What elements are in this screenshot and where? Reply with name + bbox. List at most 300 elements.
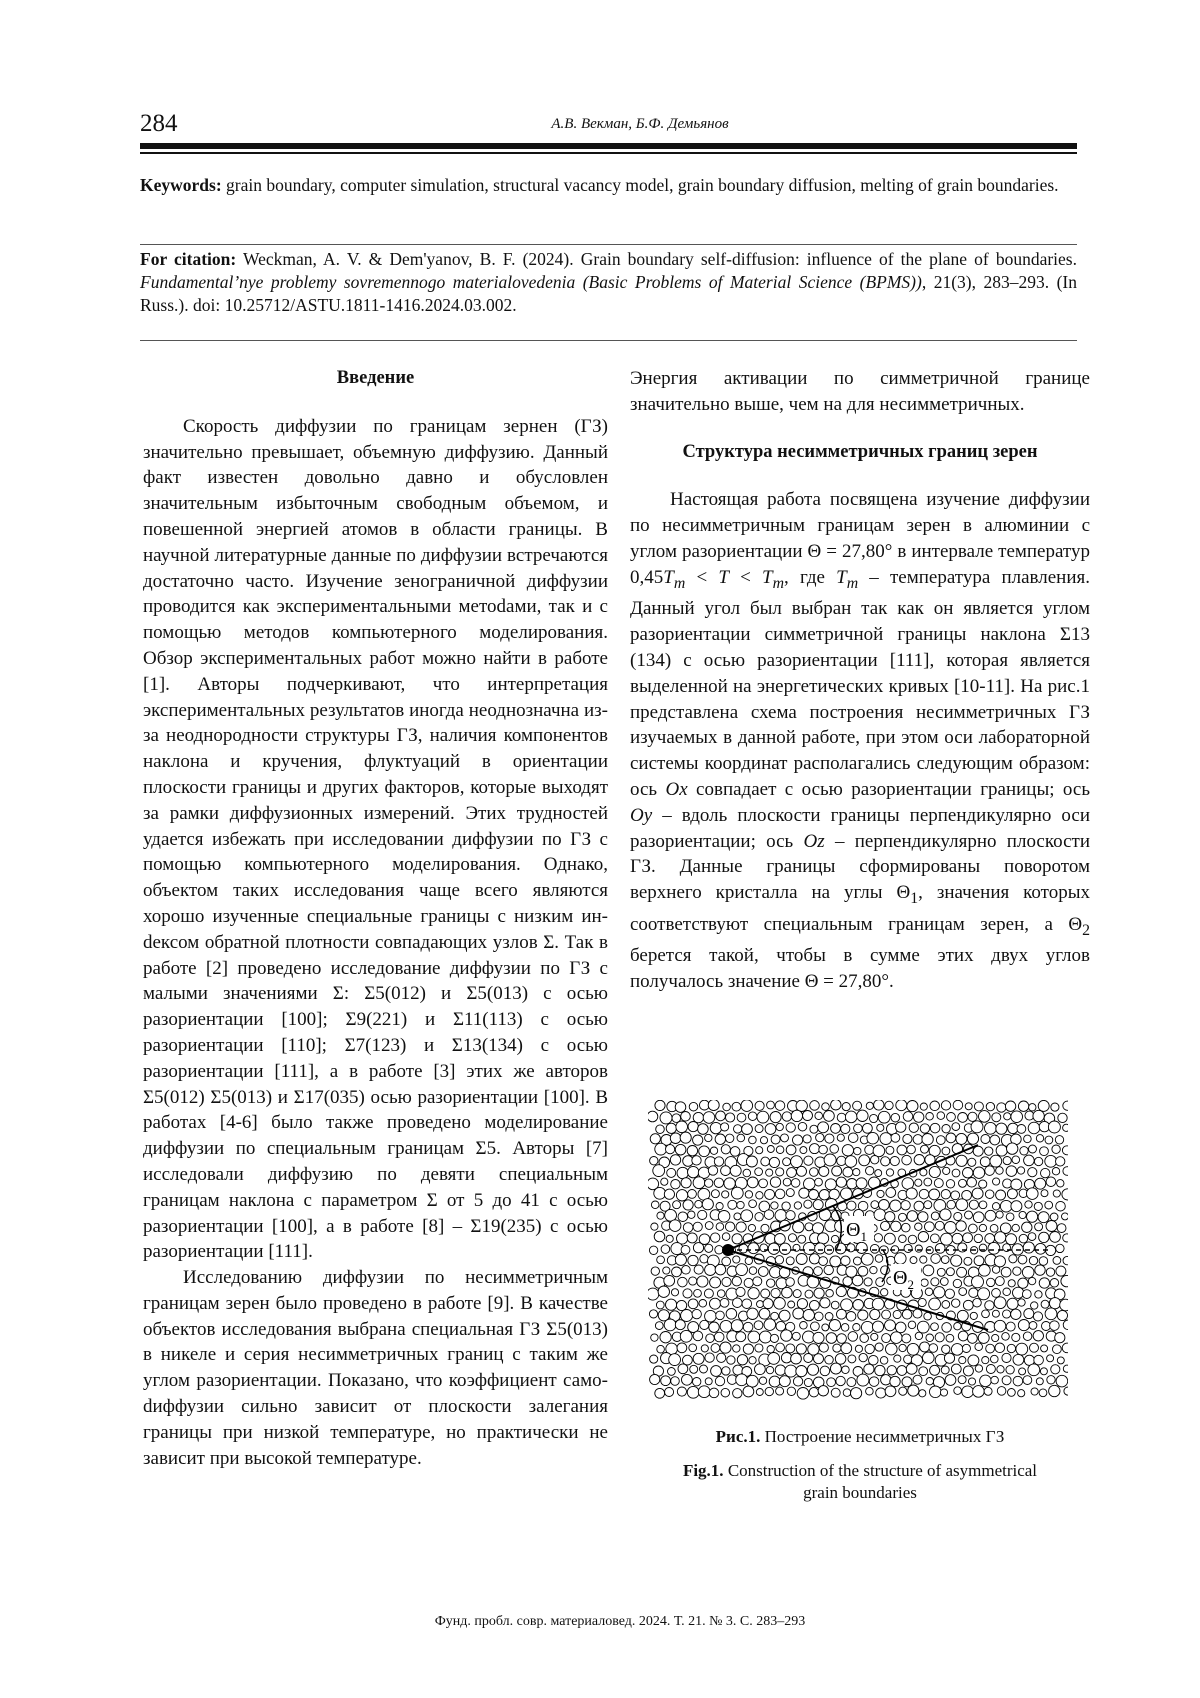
atom xyxy=(931,1254,941,1264)
atom xyxy=(830,1256,841,1267)
atom xyxy=(783,1158,791,1166)
atom xyxy=(947,1113,956,1122)
atom xyxy=(1047,1355,1054,1362)
atom xyxy=(655,1322,663,1330)
atom xyxy=(926,1113,934,1121)
rotation-origin xyxy=(722,1244,734,1256)
atom xyxy=(902,1223,911,1232)
atom xyxy=(832,1166,842,1176)
atom xyxy=(882,1310,891,1319)
atom xyxy=(743,1322,753,1332)
atom xyxy=(716,1203,723,1210)
atom xyxy=(746,1375,758,1387)
atom xyxy=(746,1156,757,1167)
atom xyxy=(816,1133,824,1141)
atom xyxy=(864,1278,872,1286)
atom xyxy=(921,1145,929,1153)
atom xyxy=(648,1111,658,1122)
atom xyxy=(705,1222,713,1230)
atom xyxy=(904,1355,912,1363)
atom xyxy=(705,1244,713,1252)
atom xyxy=(650,1374,660,1384)
atom xyxy=(825,1356,834,1365)
atom xyxy=(824,1154,836,1166)
atom xyxy=(688,1166,699,1177)
atom xyxy=(901,1201,910,1210)
atom xyxy=(716,1223,724,1231)
atom xyxy=(717,1353,726,1362)
atom xyxy=(881,1375,891,1385)
atom xyxy=(987,1278,995,1286)
atom xyxy=(970,1312,977,1319)
atom xyxy=(958,1331,968,1341)
atom xyxy=(985,1301,994,1310)
atom xyxy=(654,1231,665,1242)
atom xyxy=(1011,1201,1022,1212)
atom xyxy=(708,1166,717,1175)
atom xyxy=(688,1299,698,1309)
atom xyxy=(880,1357,888,1365)
atom xyxy=(1029,1256,1037,1264)
atom xyxy=(1018,1299,1025,1306)
atom xyxy=(992,1203,999,1210)
atom xyxy=(709,1388,719,1398)
atom xyxy=(813,1332,824,1343)
atom xyxy=(755,1213,763,1221)
atom xyxy=(969,1288,978,1297)
atom xyxy=(702,1199,713,1210)
atom xyxy=(946,1133,956,1143)
atom xyxy=(1013,1287,1024,1298)
atom xyxy=(819,1166,829,1176)
atom xyxy=(683,1289,692,1298)
atom xyxy=(1030,1343,1039,1352)
atom xyxy=(940,1209,951,1220)
paragraph xyxy=(630,487,1090,995)
atom xyxy=(923,1265,934,1276)
atom xyxy=(734,1213,741,1220)
atom xyxy=(766,1169,773,1176)
atom xyxy=(1017,1167,1024,1174)
atom xyxy=(1004,1113,1011,1120)
atom xyxy=(657,1212,664,1219)
atom xyxy=(793,1377,802,1386)
atom xyxy=(810,1168,819,1177)
atom xyxy=(956,1199,968,1211)
atom xyxy=(736,1264,748,1276)
atom xyxy=(843,1277,852,1286)
atom xyxy=(710,1147,717,1154)
atom xyxy=(880,1133,892,1145)
atom xyxy=(756,1192,763,1199)
atom xyxy=(775,1365,785,1375)
atom xyxy=(1028,1122,1040,1134)
atom xyxy=(767,1346,774,1353)
atom xyxy=(843,1167,853,1177)
atom xyxy=(904,1244,912,1252)
atom xyxy=(1034,1355,1044,1365)
section-heading-structure: Структура несимметричных границ зерен xyxy=(682,441,1038,462)
atom xyxy=(1046,1268,1054,1276)
atom xyxy=(924,1178,932,1186)
atom xyxy=(954,1323,961,1330)
atom xyxy=(918,1212,928,1222)
atom xyxy=(968,1112,977,1121)
atom xyxy=(1018,1101,1028,1111)
atom xyxy=(820,1298,830,1308)
atom xyxy=(698,1210,707,1219)
atom xyxy=(982,1357,989,1364)
atom xyxy=(869,1377,879,1387)
atom xyxy=(651,1334,658,1341)
atom xyxy=(671,1289,678,1296)
atom xyxy=(688,1211,695,1218)
atom xyxy=(770,1177,780,1187)
atom xyxy=(920,1256,927,1263)
atom xyxy=(714,1157,723,1166)
atom xyxy=(1057,1357,1064,1364)
text-run: < xyxy=(728,566,763,588)
atom xyxy=(952,1169,960,1177)
atom xyxy=(896,1122,906,1132)
atom xyxy=(992,1334,999,1341)
atom xyxy=(812,1223,823,1234)
atom xyxy=(693,1112,703,1122)
atom xyxy=(1039,1389,1047,1397)
citation-text-end: , 21(3), 283–293. (In Russ.). doi: 10.25712/ASTU.1811-1416.2024.03.002. xyxy=(140,272,1077,315)
atom xyxy=(786,1211,795,1220)
atom xyxy=(958,1113,968,1123)
atom xyxy=(680,1330,692,1342)
atom xyxy=(985,1234,995,1244)
atom xyxy=(650,1355,658,1363)
atom xyxy=(693,1378,701,1386)
atom xyxy=(653,1165,665,1177)
atom xyxy=(692,1156,701,1165)
atom xyxy=(711,1366,722,1377)
header-rule-thin xyxy=(140,152,1077,154)
atom xyxy=(650,1134,660,1144)
atom xyxy=(994,1297,1006,1309)
atom xyxy=(972,1188,983,1199)
atom xyxy=(996,1123,1007,1134)
atom xyxy=(788,1234,796,1242)
atom xyxy=(902,1310,912,1320)
atom xyxy=(986,1102,994,1110)
atom xyxy=(942,1125,950,1133)
atom xyxy=(986,1344,995,1353)
atom xyxy=(741,1210,753,1222)
atom xyxy=(836,1286,846,1296)
atom xyxy=(915,1223,922,1230)
atom xyxy=(903,1112,913,1122)
atom xyxy=(1045,1308,1057,1320)
atom xyxy=(1028,1364,1040,1376)
header-rule-thick xyxy=(140,143,1077,149)
atom xyxy=(1023,1242,1034,1253)
atom xyxy=(1001,1267,1011,1277)
atom xyxy=(959,1357,966,1364)
atom xyxy=(824,1111,835,1122)
atom xyxy=(1011,1309,1021,1319)
atom xyxy=(1056,1157,1065,1166)
atom xyxy=(742,1299,752,1309)
atom xyxy=(841,1324,849,1332)
atom xyxy=(688,1255,698,1265)
atom xyxy=(1007,1189,1017,1199)
atom xyxy=(742,1124,753,1135)
atom xyxy=(763,1299,773,1309)
atom xyxy=(846,1312,856,1322)
atom xyxy=(1041,1190,1048,1197)
atom xyxy=(945,1222,957,1234)
atom xyxy=(671,1180,680,1189)
paragraph: Скорость диффузии по границам зернен (ГЗ) значительно превышает, объемную диффузию. Данный факт известен довольно давно и обусловлен значительным избыточным свободным объемом, и повешенной энергией атомов в области границы. В научной литературные данные по диффузии встречаются достаточно часто. Изучение зенограничной диффузии проводится как экспериментальными метоdами, так и с помощью методов компьютерного моделирования. Обзор экспериментальных работ можно найти в работе [1]. Авторы подчеркивают, что интерпретация экспериментальных результатов иногда неоднозначна из-за неоднородности структуры ГЗ, наличия компонентов наклона и кручения, флуктуаций в ориентации плоскости границы и других факторов, которые выходят за рамки диффузионных измерений. Этих трудностей удается избежать при исследовании диффузии по ГЗ с помощью компьютерного моделирования. Однако, объектом таких исследования чаще всего являются хорошо изученные специальные границы с низким инdексом обратной плотности совпадающих узлов Σ. Так в работе [2] проведено исследование диффузии по ГЗ с малыми значениями Σ: Σ5(012) и Σ5(013) с осью разориентации [100]; Σ9(221) и Σ11(113) с осью разориентации [110]; Σ7(123) и Σ13(134) с осью разориентации [111], а в работе [3] этих же авторов Σ5(012) Σ5(013) и Σ17(035) осью разориентации [100]. В работах [4-6] было также проведено моделирование диффузии по специальным границам Σ5. Авторы [7] исследовали диффузию по девяти специальным границам наклона с параметром Σ от 5 до 41 с осью разориентации [100], а в работе [8] – Σ19(235) с осью разориентации [111]. xyxy=(143,415,608,1263)
atom xyxy=(1045,1155,1057,1167)
atom xyxy=(980,1157,990,1167)
atom xyxy=(931,1234,940,1243)
atom xyxy=(651,1223,658,1230)
atom xyxy=(969,1200,978,1209)
atom xyxy=(755,1168,763,1176)
atom xyxy=(907,1211,918,1222)
atom xyxy=(942,1147,950,1155)
atom xyxy=(1036,1135,1043,1142)
atom xyxy=(940,1278,948,1286)
atom xyxy=(985,1210,996,1221)
atom xyxy=(1063,1101,1068,1110)
atom xyxy=(825,1179,836,1190)
atom xyxy=(693,1353,704,1364)
atom xyxy=(689,1344,697,1352)
atom xyxy=(890,1376,900,1386)
atom xyxy=(1049,1385,1060,1396)
atom xyxy=(1035,1223,1043,1231)
atom xyxy=(786,1189,794,1197)
atom xyxy=(881,1221,890,1230)
atom xyxy=(793,1308,804,1319)
atom xyxy=(1057,1310,1067,1320)
atom xyxy=(835,1354,846,1365)
atom xyxy=(990,1155,1002,1167)
atom xyxy=(722,1233,730,1241)
atom xyxy=(1063,1365,1068,1372)
atom xyxy=(783,1178,791,1186)
atom xyxy=(793,1290,801,1298)
atom xyxy=(931,1278,939,1286)
atom xyxy=(1056,1266,1066,1276)
atom xyxy=(1013,1354,1024,1365)
paragraph: Исследованию диффузии по несимметричным границам зерен было проведено в работе [9]. В качестве объектов исследования выбрана специальная ГЗ Σ5(013) в никеле и серия несимметричных границ с таким же углом разориентации. Показано, что коэффициент самоdиффузии сильно зависит от плоскости залегания границы при низкой температуре, но практически не зависит при высокой температуре. xyxy=(143,1267,608,1469)
atom xyxy=(761,1289,770,1298)
atom xyxy=(769,1376,780,1387)
atom xyxy=(1022,1222,1032,1232)
atom xyxy=(676,1121,688,1133)
atom xyxy=(997,1366,1004,1373)
atom xyxy=(921,1279,928,1286)
atom xyxy=(1029,1145,1037,1153)
atom xyxy=(758,1267,768,1277)
atom xyxy=(853,1101,862,1110)
atom xyxy=(711,1233,720,1242)
atom xyxy=(965,1103,972,1110)
atom xyxy=(964,1257,972,1265)
atom xyxy=(922,1134,933,1145)
atom xyxy=(766,1366,773,1373)
atom xyxy=(941,1101,950,1110)
atom xyxy=(1018,1390,1025,1397)
atom xyxy=(804,1156,813,1165)
atom xyxy=(1002,1353,1011,1362)
atom xyxy=(666,1145,675,1154)
atom xyxy=(759,1179,768,1188)
atom xyxy=(1028,1168,1037,1177)
atom xyxy=(929,1189,940,1200)
atom xyxy=(854,1124,863,1133)
atom xyxy=(845,1156,857,1168)
right-column xyxy=(630,366,1090,995)
atom xyxy=(997,1103,1006,1112)
atom xyxy=(885,1320,896,1331)
atom xyxy=(660,1112,672,1124)
atom xyxy=(687,1146,697,1156)
atom xyxy=(871,1201,879,1209)
left-column xyxy=(143,366,608,1471)
atom xyxy=(874,1234,882,1242)
atom xyxy=(965,1211,973,1219)
atom xyxy=(971,1121,983,1133)
atom xyxy=(733,1345,740,1352)
atom xyxy=(663,1267,670,1274)
atom xyxy=(886,1169,893,1176)
atom xyxy=(819,1145,828,1154)
atom xyxy=(973,1212,984,1223)
axis-oy: Oy xyxy=(630,804,653,826)
atom xyxy=(853,1300,864,1311)
atom xyxy=(920,1342,930,1352)
atom xyxy=(681,1112,691,1122)
atom xyxy=(775,1256,783,1264)
atom xyxy=(726,1134,734,1142)
atom xyxy=(866,1387,874,1395)
atom xyxy=(760,1137,767,1144)
atom xyxy=(1009,1255,1017,1263)
atom xyxy=(1058,1113,1067,1122)
atom xyxy=(797,1299,807,1309)
atom xyxy=(895,1253,907,1265)
atom xyxy=(1056,1375,1068,1387)
atom xyxy=(693,1331,703,1341)
atom xyxy=(929,1298,941,1310)
atom xyxy=(992,1289,1001,1298)
atom xyxy=(1053,1345,1062,1354)
atom xyxy=(1052,1145,1060,1153)
divider xyxy=(140,244,1077,245)
subscript-2: 2 xyxy=(1082,921,1090,939)
atom xyxy=(997,1387,1006,1396)
page-number: 284 xyxy=(140,110,178,137)
atom xyxy=(945,1289,954,1298)
subscript-m: m xyxy=(772,574,785,592)
atom xyxy=(914,1201,924,1211)
atom xyxy=(678,1364,688,1374)
atom xyxy=(791,1156,803,1168)
atom xyxy=(737,1113,746,1122)
atom xyxy=(829,1189,839,1199)
atom xyxy=(1019,1211,1026,1218)
atom xyxy=(800,1322,808,1330)
atom xyxy=(699,1300,707,1308)
atom xyxy=(1022,1290,1031,1299)
atom xyxy=(771,1202,778,1209)
atom xyxy=(962,1344,970,1352)
atom xyxy=(748,1331,760,1343)
atom xyxy=(791,1353,802,1364)
atom xyxy=(655,1388,665,1398)
atom xyxy=(720,1320,732,1332)
atom xyxy=(837,1334,847,1344)
atom xyxy=(818,1122,829,1133)
atom xyxy=(934,1179,943,1188)
atom xyxy=(706,1334,715,1343)
atom xyxy=(978,1288,990,1300)
atom xyxy=(815,1112,823,1120)
atom xyxy=(782,1202,790,1210)
atom xyxy=(919,1189,929,1199)
atom xyxy=(1045,1136,1053,1144)
atom xyxy=(701,1345,708,1352)
atom xyxy=(848,1355,856,1363)
atom xyxy=(666,1123,676,1133)
atom xyxy=(677,1387,686,1396)
atom xyxy=(743,1386,754,1397)
atom xyxy=(1035,1265,1045,1275)
atom xyxy=(1050,1279,1059,1288)
atom xyxy=(1000,1200,1012,1212)
atom xyxy=(847,1179,857,1189)
atom xyxy=(1031,1388,1038,1395)
atom xyxy=(1034,1157,1042,1165)
atom xyxy=(771,1135,780,1144)
atom xyxy=(907,1145,916,1154)
atom xyxy=(978,1332,989,1343)
atom xyxy=(870,1114,878,1122)
atom xyxy=(705,1134,712,1141)
atom xyxy=(1061,1275,1068,1286)
atom xyxy=(993,1178,1000,1185)
caption-ru-text: Построение несимметричных ГЗ xyxy=(760,1427,1005,1446)
atom xyxy=(994,1256,1005,1267)
atom xyxy=(1046,1177,1056,1187)
caption-ru-label: Рис.1. xyxy=(715,1427,761,1446)
atom xyxy=(786,1344,795,1353)
subscript-m: m xyxy=(846,574,859,592)
atom xyxy=(995,1277,1004,1286)
atom xyxy=(1022,1267,1034,1279)
section-heading-intro: Введение xyxy=(336,368,415,388)
atom xyxy=(897,1145,907,1155)
atom xyxy=(831,1100,841,1110)
atom xyxy=(810,1300,820,1310)
atom xyxy=(986,1365,995,1374)
atom xyxy=(1031,1302,1038,1309)
atom xyxy=(730,1165,741,1176)
atom xyxy=(776,1343,785,1352)
atom xyxy=(775,1189,785,1199)
atom xyxy=(894,1355,901,1362)
atom xyxy=(716,1111,726,1121)
atom xyxy=(855,1345,862,1352)
